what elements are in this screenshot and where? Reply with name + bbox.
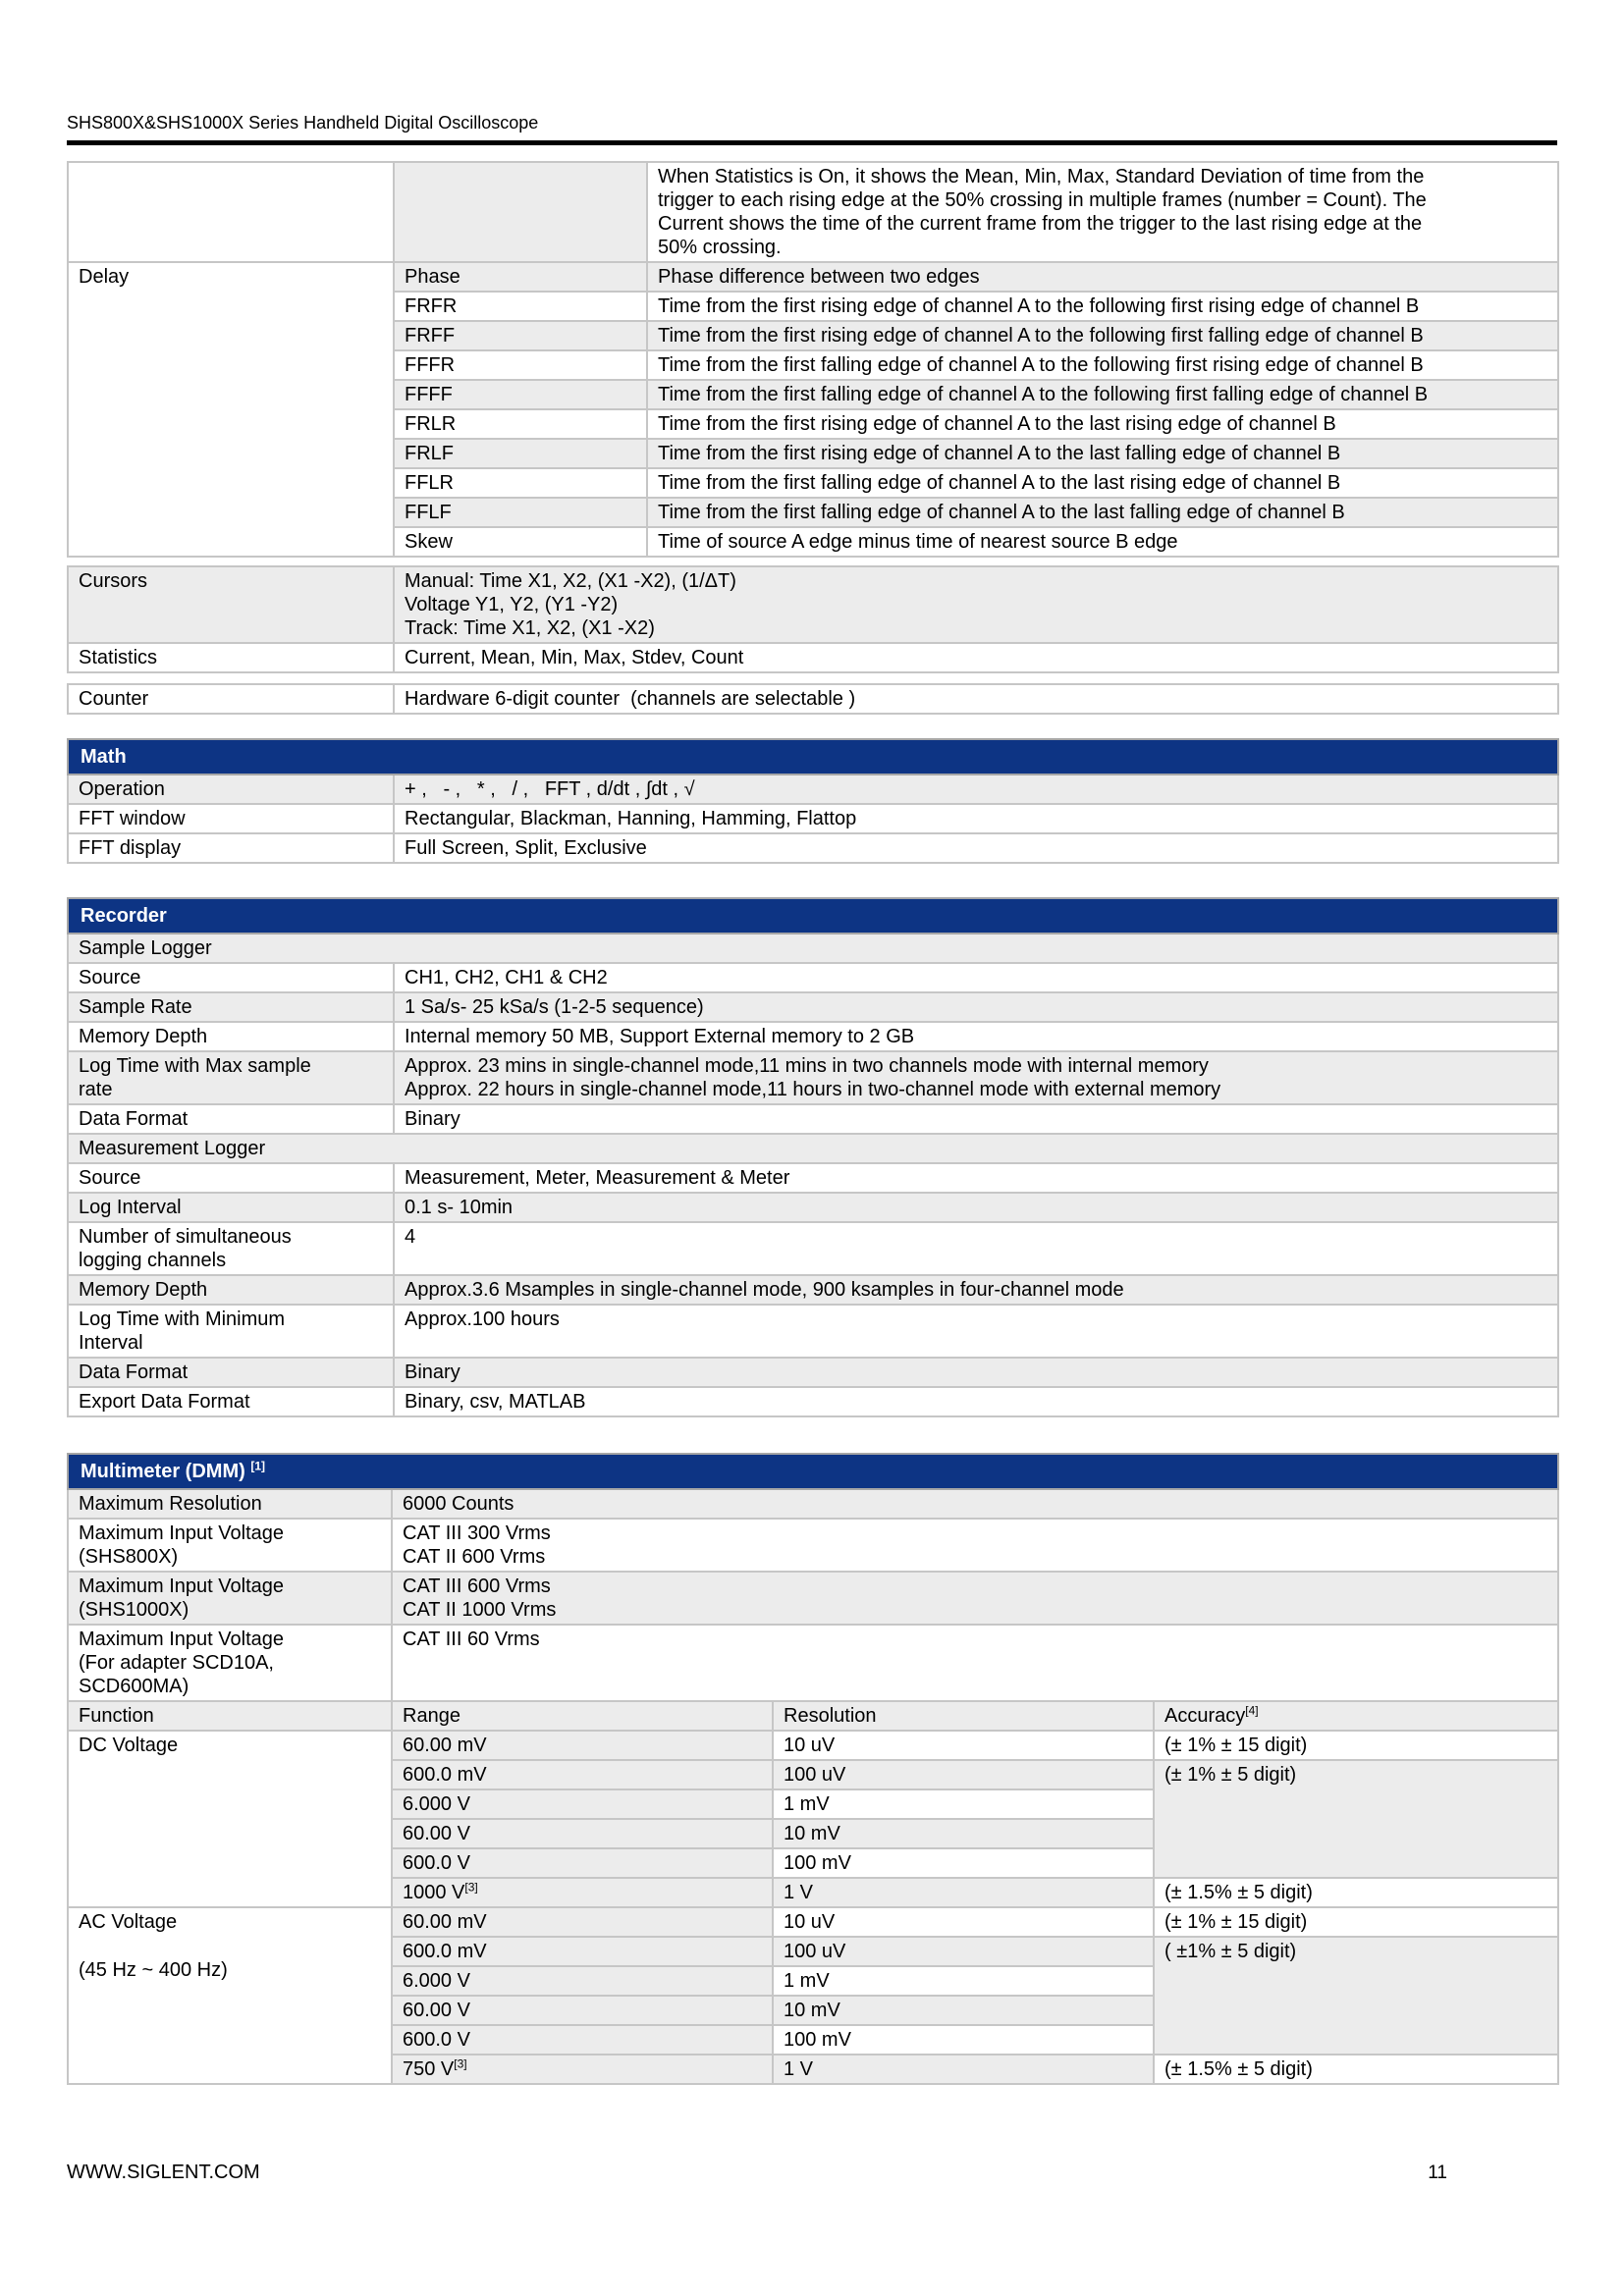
resolution-cell-text: 10 mV — [784, 1823, 840, 1844]
subheader-row — [68, 1134, 1558, 1163]
delay-name-cell — [394, 262, 647, 292]
text-line: Interval — [79, 1332, 143, 1354]
math-row — [68, 774, 1558, 804]
resolution-cell-text: 10 uV — [784, 1735, 836, 1756]
range-header-cell — [392, 1701, 773, 1731]
delay-group-label-cell-text: Delay — [79, 266, 130, 288]
superscript-note: [4] — [1245, 1703, 1259, 1718]
range-cell-text: 1000 V — [403, 1882, 465, 1903]
blank-cell — [394, 162, 647, 262]
range-cell-text: 750 V — [403, 2058, 455, 2080]
resolution-cell-text: 1 V — [784, 1882, 814, 1903]
resolution-cell-text: 1 V — [784, 2058, 814, 2080]
text-line: Memory Depth — [79, 1279, 208, 1301]
delay-desc-cell — [647, 321, 1558, 350]
range-cell-text: 600.0 mV — [403, 1941, 487, 1962]
delay-name-cell-text: Phase — [405, 266, 460, 288]
resolution-cell — [773, 1731, 1154, 1760]
math-table — [67, 738, 1559, 864]
range-cell — [392, 1996, 773, 2025]
text-line: Binary, csv, MATLAB — [405, 1391, 586, 1413]
range-cell-text: 600.0 mV — [403, 1764, 487, 1786]
spec-label-cell-text: Cursors — [79, 570, 148, 592]
delay-desc-cell — [647, 292, 1558, 321]
spec-value-cell — [392, 1572, 1558, 1625]
text-line: Log Time with Max sample — [79, 1055, 311, 1077]
spec-value-cell — [394, 804, 1558, 833]
dmm-grid-row — [68, 1731, 1558, 1760]
spec-label-cell — [68, 774, 394, 804]
multimeter-table — [67, 1453, 1559, 2085]
delay-desc-cell-text: Time of source A edge minus time of nearest source B edge — [658, 531, 1178, 553]
spec-value-cell-text: Hardware 6-digit counter (channels are selectable ) — [405, 688, 856, 710]
text-line: CAT II 600 Vrms — [403, 1546, 546, 1568]
text-line: CAT III 600 Vrms — [403, 1575, 551, 1597]
delay-desc-cell-text: Time from the first falling edge of channel A to the following first rising edge of channel B — [658, 354, 1424, 376]
spec-value-cell — [394, 963, 1558, 992]
spec-value-cell — [394, 1163, 1558, 1193]
text-line: Voltage Y1, Y2, (Y1 -Y2) — [405, 594, 619, 615]
spec-label-cell — [68, 1275, 394, 1305]
text-line: Current shows the time of the current frame from the trigger to the last rising edge at the — [658, 213, 1423, 235]
function-header-cell-text: Function — [79, 1705, 154, 1727]
statistics-note-row — [68, 162, 1558, 262]
spec-label-cell-text: Counter — [79, 688, 149, 710]
delay-row — [68, 262, 1558, 292]
statistics-row — [68, 643, 1558, 672]
spec-value-cell — [394, 774, 1558, 804]
delay-name-cell-text: FFFR — [405, 354, 456, 376]
text-line: CAT II 1000 Vrms — [403, 1599, 557, 1621]
header-rule — [67, 140, 1557, 145]
delay-name-cell-text: FRLF — [405, 443, 454, 464]
superscript-note: [3] — [454, 2056, 467, 2071]
footer-page-number: 11 — [1428, 2163, 1447, 2183]
accuracy-cell — [1154, 2055, 1558, 2084]
spec-row — [68, 992, 1558, 1022]
text-line: Binary — [405, 1362, 460, 1383]
range-cell — [392, 1731, 773, 1760]
range-cell-text: 600.0 V — [403, 1852, 470, 1874]
delay-name-cell-text: Skew — [405, 531, 453, 553]
delay-name-cell — [394, 498, 647, 527]
delay-desc-cell — [647, 527, 1558, 557]
text-line: Approx.3.6 Msamples in single-channel mode, 900 ksamples in four-channel mode — [405, 1279, 1124, 1301]
spec-value-cell — [394, 992, 1558, 1022]
delay-name-cell-text: FFLF — [405, 502, 452, 523]
text-line: 4 — [405, 1226, 416, 1248]
spec-value-cell — [394, 643, 1558, 672]
spec-label-cell — [68, 566, 394, 643]
math-row — [68, 833, 1558, 863]
delay-name-cell — [394, 350, 647, 380]
text-line: Maximum Input Voltage — [79, 1575, 284, 1597]
counter-row — [68, 684, 1558, 714]
spec-value-cell — [394, 1358, 1558, 1387]
text-line: 50% crossing. — [658, 237, 782, 258]
text-line: Approx. 23 mins in single-channel mode,11 mins in two channels mode with internal memory — [405, 1055, 1209, 1077]
text-line: AC Voltage — [79, 1911, 178, 1933]
delay-desc-cell — [647, 468, 1558, 498]
resolution-header-cell — [773, 1701, 1154, 1731]
cursors-row — [68, 566, 1558, 643]
delay-name-cell — [394, 380, 647, 409]
range-cell — [392, 1966, 773, 1996]
spec-value-cell — [394, 1222, 1558, 1275]
spec-value-cell — [392, 1489, 1558, 1519]
range-cell — [392, 1789, 773, 1819]
dmm-info-row — [68, 1519, 1558, 1572]
text-line: CAT III 300 Vrms — [403, 1522, 551, 1544]
dmm-grid-row — [68, 1907, 1558, 1937]
spec-label-cell — [68, 833, 394, 863]
range-cell-text: 6.000 V — [403, 1793, 470, 1815]
delay-desc-cell — [647, 350, 1558, 380]
blank-cell — [68, 162, 394, 262]
accuracy-cell — [1154, 1878, 1558, 1907]
text-line: Log Interval — [79, 1197, 182, 1218]
range-cell-text: 60.00 mV — [403, 1911, 487, 1933]
delay-name-cell-text: FFLR — [405, 472, 454, 494]
text-line: Manual: Time X1, X2, (X1 -X2), (1/ΔT) — [405, 570, 736, 592]
function-header-cell — [68, 1701, 392, 1731]
spec-label-cell — [68, 1222, 394, 1275]
spec-label-cell — [68, 1387, 394, 1416]
dmm-section-bar — [68, 1454, 1558, 1489]
text-line: Export Data Format — [79, 1391, 250, 1413]
delay-name-cell — [394, 321, 647, 350]
tbody — [68, 566, 1558, 672]
delay-name-cell-text: FRFR — [405, 295, 458, 317]
delay-desc-cell-text: Phase difference between two edges — [658, 266, 980, 288]
text-line: Maximum Input Voltage — [79, 1522, 284, 1544]
spec-label-cell — [68, 643, 394, 672]
recorder-section-bar — [68, 898, 1558, 934]
text-line: (SHS1000X) — [79, 1599, 189, 1621]
range-cell — [392, 1819, 773, 1848]
range-cell-text: 60.00 V — [403, 1823, 470, 1844]
spec-value-cell — [392, 1519, 1558, 1572]
section-bar-title-text: Multimeter (DMM) — [81, 1461, 251, 1482]
spec-label-cell — [68, 1358, 394, 1387]
section-bar-title — [68, 1454, 1558, 1489]
resolution-cell — [773, 1789, 1154, 1819]
function-cell — [68, 1731, 392, 1907]
spec-label-cell — [68, 1519, 392, 1572]
delay-desc-cell — [647, 409, 1558, 439]
range-cell — [392, 2055, 773, 2084]
page-footer — [67, 2162, 1557, 2184]
spec-label-cell — [68, 804, 394, 833]
accuracy-cell-text: (± 1% ± 15 digit) — [1164, 1735, 1308, 1756]
delay-desc-cell-text: Time from the first rising edge of channel A to the following first rising edge of channel B — [658, 295, 1420, 317]
text-line: Measurement, Meter, Measurement & Meter — [405, 1167, 790, 1189]
resolution-cell — [773, 1996, 1154, 2025]
tbody — [68, 162, 1558, 557]
resolution-header-cell-text: Resolution — [784, 1705, 877, 1727]
section-bar-title-text: Math — [81, 746, 127, 768]
accuracy-header-cell-text: Accuracy — [1164, 1705, 1246, 1727]
text-line: 1 Sa/s- 25 kSa/s (1-2-5 sequence) — [405, 996, 704, 1018]
resolution-cell-text: 10 mV — [784, 2000, 840, 2021]
resolution-cell — [773, 2025, 1154, 2055]
delay-desc-cell-text: Time from the first rising edge of channel A to the following first falling edge of channel B — [658, 325, 1424, 347]
dmm-column-header-row — [68, 1701, 1558, 1731]
resolution-cell — [773, 1878, 1154, 1907]
spec-value-cell — [394, 566, 1558, 643]
subheader-cell-text: Sample Logger — [79, 937, 212, 959]
subheader-cell-text: Measurement Logger — [79, 1138, 266, 1159]
doc-title: SHS800X&SHS1000X Series Handheld Digital Oscilloscope — [67, 113, 539, 133]
text-line: Binary — [405, 1108, 460, 1130]
doc-header — [67, 0, 1557, 145]
delay-desc-cell — [647, 439, 1558, 468]
delay-name-cell-text: FRFF — [405, 325, 456, 347]
text-line: trigger to each rising edge at the 50% crossing in multiple frames (number = Count). The — [658, 189, 1427, 211]
text-line: Maximum Resolution — [79, 1493, 262, 1515]
delay-desc-cell — [647, 498, 1558, 527]
spec-label-cell-text: Statistics — [79, 647, 158, 668]
spec-row — [68, 1193, 1558, 1222]
resolution-cell — [773, 1819, 1154, 1848]
spec-row — [68, 1051, 1558, 1104]
tbody — [68, 739, 1558, 863]
delay-name-cell-text: FFFF — [405, 384, 453, 405]
spec-row — [68, 1358, 1558, 1387]
spec-label-cell — [68, 1193, 394, 1222]
delay-desc-cell-text: Time from the first rising edge of channel A to the last falling edge of channel B — [658, 443, 1341, 464]
subheader-row — [68, 934, 1558, 963]
spec-value-cell — [394, 1193, 1558, 1222]
content — [67, 0, 1557, 2085]
recorder-table — [67, 897, 1559, 1417]
footer-url: WWW.SIGLENT.COM — [67, 2162, 260, 2183]
math-section-bar — [68, 739, 1558, 774]
superscript-note: [3] — [464, 1880, 478, 1895]
accuracy-cell — [1154, 1760, 1558, 1878]
spec-row — [68, 1387, 1558, 1416]
spec-value-cell-text: Full Screen, Split, Exclusive — [405, 837, 647, 859]
range-cell — [392, 1848, 773, 1878]
range-cell-text: 600.0 V — [403, 2029, 470, 2051]
dmm-info-row — [68, 1489, 1558, 1519]
delay-name-cell — [394, 468, 647, 498]
spec-label-cell-text: FFT window — [79, 808, 186, 829]
spec-label-cell — [68, 992, 394, 1022]
text-line: Internal memory 50 MB, Support External memory to 2 GB — [405, 1026, 915, 1047]
resolution-cell-text: 100 mV — [784, 1852, 851, 1874]
delay-desc-cell-text: Time from the first falling edge of channel A to the last rising edge of channel B — [658, 472, 1341, 494]
superscript-note: [1] — [250, 1459, 265, 1473]
resolution-cell-text: 100 mV — [784, 2029, 851, 2051]
resolution-cell — [773, 1760, 1154, 1789]
text-line: When Statistics is On, it shows the Mean, Min, Max, Standard Deviation of time from the — [658, 166, 1425, 187]
spec-label-cell — [68, 1489, 392, 1519]
resolution-cell — [773, 1966, 1154, 1996]
delay-group-label-cell — [68, 262, 394, 557]
text-line: Log Time with Minimum — [79, 1308, 286, 1330]
resolution-cell-text: 1 mV — [784, 1793, 830, 1815]
text-line: CH1, CH2, CH1 & CH2 — [405, 967, 608, 988]
spec-label-cell — [68, 1104, 394, 1134]
resolution-cell — [773, 1907, 1154, 1937]
function-cell — [68, 1907, 392, 2084]
text-line: rate — [79, 1079, 113, 1100]
accuracy-cell — [1154, 1937, 1558, 2055]
delay-name-cell — [394, 527, 647, 557]
accuracy-cell — [1154, 1731, 1558, 1760]
spec-value-cell — [394, 1051, 1558, 1104]
cursors-statistics-table — [67, 565, 1559, 673]
text-line: Sample Rate — [79, 996, 192, 1018]
spec-value-cell — [394, 684, 1558, 714]
text-line: Source — [79, 1167, 141, 1189]
spec-row — [68, 1022, 1558, 1051]
text-line: DC Voltage — [79, 1735, 179, 1756]
delay-desc-cell-text: Time from the first falling edge of channel A to the following first falling edge of channel B — [658, 384, 1429, 405]
delay-desc-cell-text: Time from the first rising edge of channel A to the last rising edge of channel B — [658, 413, 1336, 435]
text-line: Data Format — [79, 1108, 189, 1130]
resolution-cell-text: 100 uV — [784, 1764, 846, 1786]
resolution-cell-text: 1 mV — [784, 1970, 830, 1992]
dmm-info-row — [68, 1572, 1558, 1625]
resolution-cell — [773, 1848, 1154, 1878]
spec-label-cell — [68, 684, 394, 714]
dmm-info-row — [68, 1625, 1558, 1701]
spec-value-cell — [394, 1305, 1558, 1358]
range-cell-text: 60.00 mV — [403, 1735, 487, 1756]
spec-label-cell — [68, 1163, 394, 1193]
spec-row — [68, 1104, 1558, 1134]
spec-label-cell-text: FFT display — [79, 837, 182, 859]
text-line: (45 Hz ~ 400 Hz) — [79, 1959, 228, 1981]
text-line: SCD600MA) — [79, 1676, 189, 1697]
resolution-cell-text: 100 uV — [784, 1941, 846, 1962]
subheader-cell — [68, 934, 1558, 963]
range-header-cell-text: Range — [403, 1705, 460, 1727]
section-bar-title-text: Recorder — [81, 905, 167, 927]
spec-label-cell — [68, 1022, 394, 1051]
range-cell-text: 60.00 V — [403, 2000, 470, 2021]
delay-name-cell — [394, 439, 647, 468]
accuracy-cell-text: ( ±1% ± 5 digit) — [1164, 1941, 1297, 1962]
spec-label-cell — [68, 1572, 392, 1625]
delay-desc-cell — [647, 262, 1558, 292]
text-line: 0.1 s- 10min — [405, 1197, 514, 1218]
tbody — [68, 1454, 1558, 2084]
spec-label-cell — [68, 1625, 392, 1701]
subheader-cell — [68, 1134, 1558, 1163]
counter-table — [67, 683, 1559, 715]
text-line: Memory Depth — [79, 1026, 208, 1047]
delay-name-cell — [394, 292, 647, 321]
accuracy-cell-text: (± 1.5% ± 5 digit) — [1164, 1882, 1313, 1903]
text-line: Approx. 22 hours in single-channel mode,11 hours in two-channel mode with external memory — [405, 1079, 1221, 1100]
text-line: (SHS800X) — [79, 1546, 179, 1568]
measurement-delay-table — [67, 161, 1559, 558]
range-cell — [392, 1760, 773, 1789]
text-line: (For adapter SCD10A, — [79, 1652, 274, 1674]
accuracy-cell-text: (± 1% ± 15 digit) — [1164, 1911, 1308, 1933]
spec-row — [68, 963, 1558, 992]
spec-label-cell-text: Operation — [79, 778, 165, 800]
spec-value-cell — [394, 1387, 1558, 1416]
resolution-cell — [773, 1937, 1154, 1966]
spec-value-cell-text: Rectangular, Blackman, Hanning, Hamming, Flattop — [405, 808, 857, 829]
text-line: logging channels — [79, 1250, 227, 1271]
text-line: Data Format — [79, 1362, 189, 1383]
range-cell — [392, 1937, 773, 1966]
resolution-cell — [773, 2055, 1154, 2084]
delay-name-cell — [394, 409, 647, 439]
text-line: Maximum Input Voltage — [79, 1629, 284, 1650]
tbody — [68, 684, 1558, 714]
spec-row — [68, 1222, 1558, 1275]
spec-row — [68, 1163, 1558, 1193]
text-line: Track: Time X1, X2, (X1 -X2) — [405, 617, 655, 639]
spec-label-cell — [68, 963, 394, 992]
spec-row — [68, 1305, 1558, 1358]
spec-value-cell — [392, 1625, 1558, 1701]
statistics-note-cell — [647, 162, 1558, 262]
range-cell — [392, 1878, 773, 1907]
range-cell — [392, 1907, 773, 1937]
section-bar-title — [68, 898, 1558, 934]
spec-value-cell — [394, 833, 1558, 863]
delay-desc-cell-text: Time from the first falling edge of channel A to the last falling edge of channel B — [658, 502, 1345, 523]
accuracy-cell-text: (± 1% ± 5 digit) — [1164, 1764, 1297, 1786]
spec-label-cell — [68, 1051, 394, 1104]
text-line: Number of simultaneous — [79, 1226, 292, 1248]
spec-value-cell-text: + , - , * , / , FFT , d/dt , ∫dt , √ — [405, 778, 695, 800]
text-line: Source — [79, 967, 141, 988]
spec-row — [68, 1275, 1558, 1305]
text-line: CAT III 60 Vrms — [403, 1629, 540, 1650]
spec-value-cell — [394, 1275, 1558, 1305]
range-cell-text: 6.000 V — [403, 1970, 470, 1992]
spec-value-cell — [394, 1104, 1558, 1134]
spec-label-cell — [68, 1305, 394, 1358]
text-line: 6000 Counts — [403, 1493, 514, 1515]
resolution-cell-text: 10 uV — [784, 1911, 836, 1933]
spec-value-cell — [394, 1022, 1558, 1051]
math-row — [68, 804, 1558, 833]
delay-name-cell-text: FRLR — [405, 413, 457, 435]
accuracy-cell-text: (± 1.5% ± 5 digit) — [1164, 2058, 1313, 2080]
accuracy-cell — [1154, 1907, 1558, 1937]
text-line: Approx.100 hours — [405, 1308, 560, 1330]
spec-value-cell-text: Current, Mean, Min, Max, Stdev, Count — [405, 647, 744, 668]
delay-desc-cell — [647, 380, 1558, 409]
range-cell — [392, 2025, 773, 2055]
tbody — [68, 898, 1558, 1416]
accuracy-header-cell — [1154, 1701, 1558, 1731]
section-bar-title — [68, 739, 1558, 774]
